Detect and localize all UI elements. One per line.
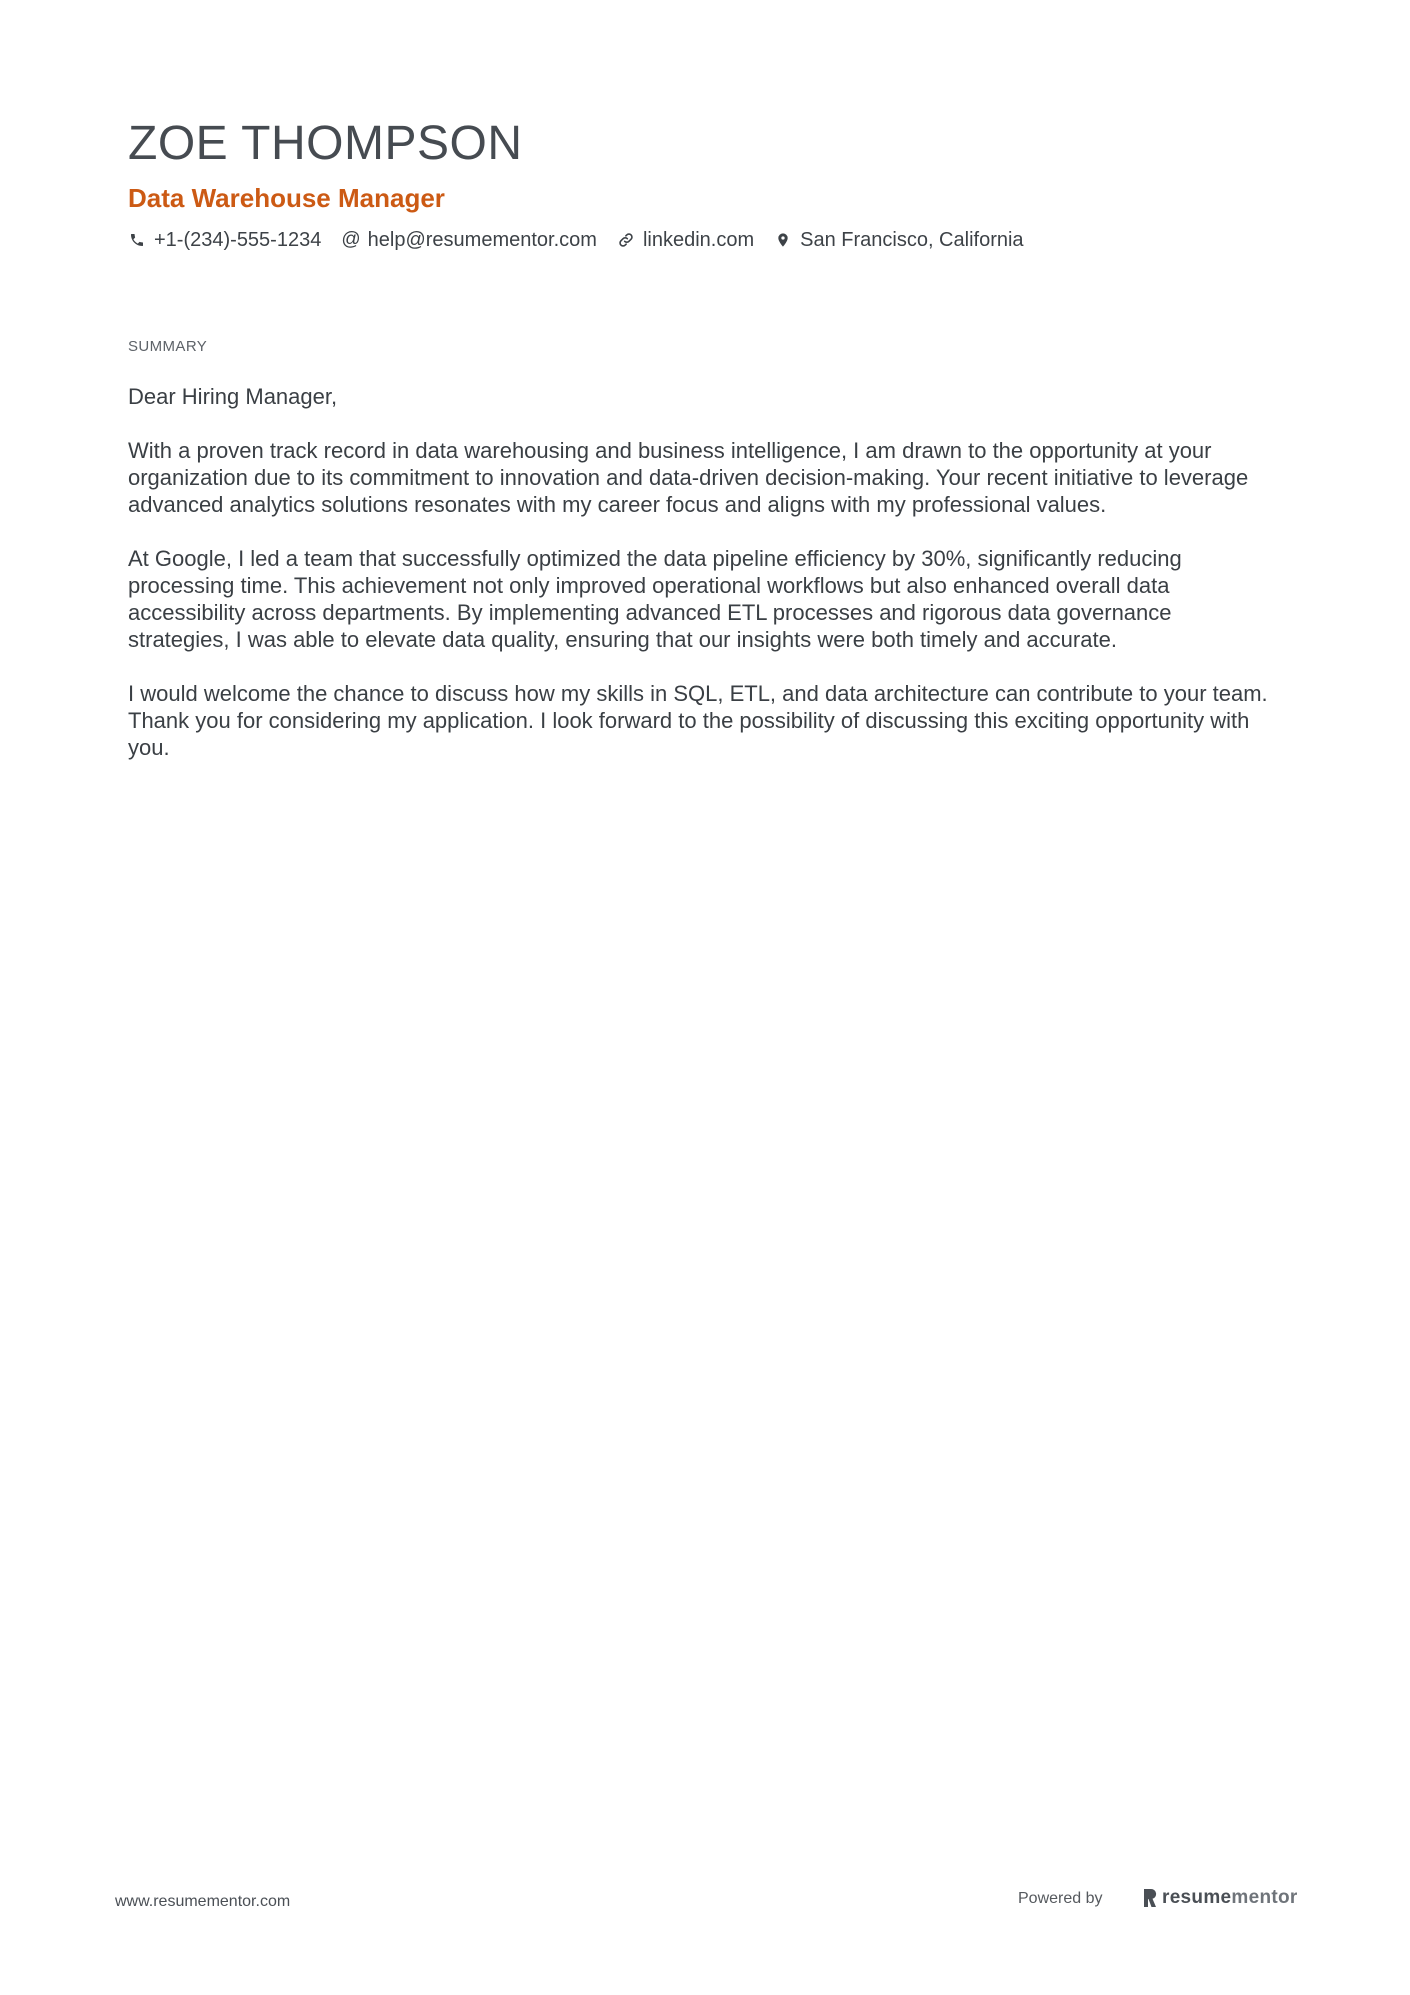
contact-phone[interactable]	[128, 229, 321, 252]
phone-icon	[128, 231, 146, 249]
contact-bar	[128, 225, 1044, 255]
linkedin-text: linkedin.com	[642, 228, 755, 251]
location-text: San Francisco, California	[800, 228, 1024, 251]
letter-body	[128, 383, 1278, 788]
footer-url[interactable]: www.resumementor.com	[115, 1893, 291, 1910]
phone-text: +1-(234)-555-1234	[154, 228, 322, 251]
powered-by-label: Powered by	[1018, 1890, 1103, 1907]
brand-name-part1: resume	[1162, 1887, 1232, 1908]
candidate-name: ZOE THOMPSON	[128, 117, 523, 170]
salutation: Dear Hiring Manager,	[128, 384, 338, 409]
email-text: help@resumementor.com	[367, 228, 597, 251]
brand-logo[interactable]	[1142, 1884, 1298, 1912]
contact-linkedin[interactable]	[617, 229, 754, 252]
link-icon	[617, 231, 635, 249]
paragraph: With a proven track record in data warehousing and business intelligence, I am drawn to the opportunity at your organization due to its commitment to innovation and data-driven decision-making. Your recent initiative to leverage advanced analytics solutions resonates with my career focus and aligns with my professional values.	[128, 438, 1249, 517]
job-title: Data Warehouse Manager	[128, 183, 445, 213]
section-heading-summary: SUMMARY	[128, 338, 208, 355]
location-pin-icon	[774, 231, 792, 249]
paragraph: At Google, I led a team that successfully optimized the data pipeline efficiency by 30%, significantly reducing processing time. This achievement not only improved operational workflows but also enhanced overall data accessibility across departments. By implementing advanced ETL processes and rigorous data governance strategies, I was able to elevate data quality, ensuring that our insights were both timely and accurate.	[128, 546, 1182, 652]
brand-name-part2: mentor	[1231, 1887, 1298, 1908]
brand-name	[1162, 1887, 1298, 1909]
contact-location	[774, 229, 1023, 252]
contact-email[interactable]	[341, 229, 597, 252]
resumementor-logo-icon	[1142, 1888, 1158, 1908]
paragraph: I would welcome the chance to discuss how my skills in SQL, ETL, and data architecture can contribute to your team. Thank you for considering my application. I look forward to the possibility of discussing this exciting opportunity with you.	[128, 681, 1268, 760]
at-icon: @	[341, 229, 361, 250]
